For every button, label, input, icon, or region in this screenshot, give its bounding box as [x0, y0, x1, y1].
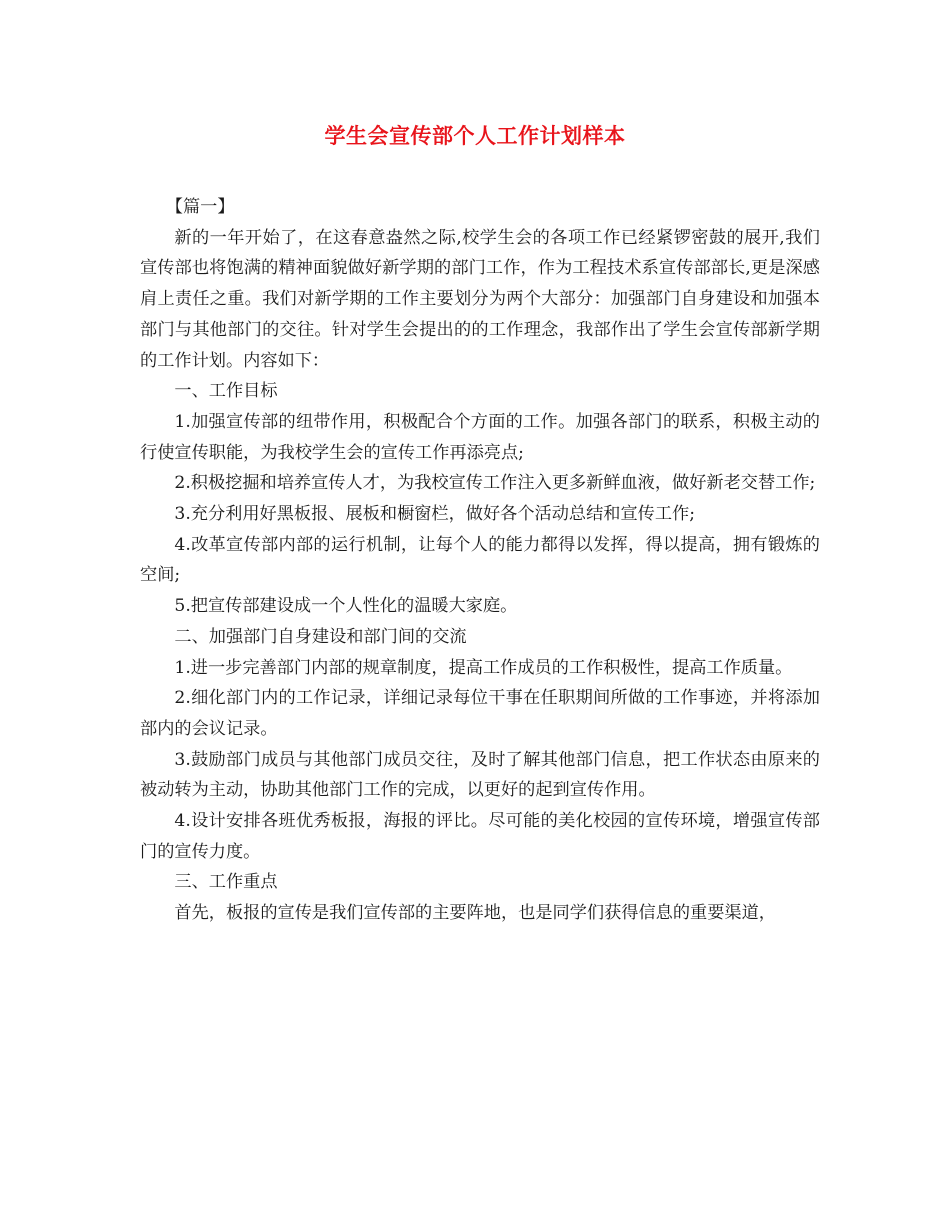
- list-item: 3.鼓励部门成员与其他部门成员交往，及时了解其他部门信息，把工作状态由原来的被动转为主动，协助其他部门工作的完成，以更好的起到宣传作用。: [140, 749, 820, 801]
- list-item: 1.进一步完善部门内部的规章制度，提高工作成员的工作积极性，提高工作质量。: [174, 657, 793, 678]
- list-item: 2.积极挖掘和培养宣传人才，为我校宣传工作注入更多新鲜血液，做好新老交替工作;: [174, 473, 816, 494]
- list-item: 4.设计安排各班优秀板报，海报的评比。尽可能的美化校园的宣传环境，增强宣传部门的宣传力度。: [140, 811, 820, 862]
- section-heading: 三、工作重点: [174, 872, 278, 893]
- list-item: 2.细化部门内的工作记录，详细记录每位干事在任职期间所做的工作事迹，并将添加部内的会议记录。: [140, 688, 820, 739]
- document-title: 学生会宣传部个人工作计划样本: [324, 123, 626, 148]
- list-item: 4.改革宣传部内部的运行机制，让每个人的能力都得以发挥，得以提高，拥有锻炼的空间;: [140, 534, 820, 586]
- list-item: 1.加强宣传部的纽带作用，积极配合个方面的工作。加强各部门的联系，积极主动的行使宣传职能，为我校学生会的宣传工作再添亮点;: [140, 411, 820, 463]
- document-body: [140, 192, 820, 929]
- intro-paragraph: 新的一年开始了，在这春意盎然之际,校学生会的各项工作已经紧锣密鼓的展开,我们宣传部也将饱满的精神面貌做好新学期的部门工作，作为工程技术系宣传部部长,更是深感肩上责任之重。我们对新学期的工作主要划分为两个大部分：加强部门自身建设和加强本部门与其他部门的交往。针对学生会提出的的工作理念，我部作出了学生会宣传部新学期的工作计划。内容如下：: [140, 227, 820, 371]
- section-heading: 一、工作目标: [174, 381, 278, 402]
- section-heading: 二、加强部门自身建设和部门间的交流: [174, 626, 467, 647]
- body-paragraph: 首先，板报的宣传是我们宣传部的主要阵地，也是同学们获得信息的重要渠道，: [174, 903, 776, 924]
- list-item: 3.充分利用好黑板报、展板和橱窗栏，做好各个活动总结和宣传工作;: [174, 504, 696, 525]
- list-item: 5.把宣传部建设成一个人性化的温暖大家庭。: [174, 596, 518, 617]
- section-tag: 【篇一】: [165, 197, 235, 217]
